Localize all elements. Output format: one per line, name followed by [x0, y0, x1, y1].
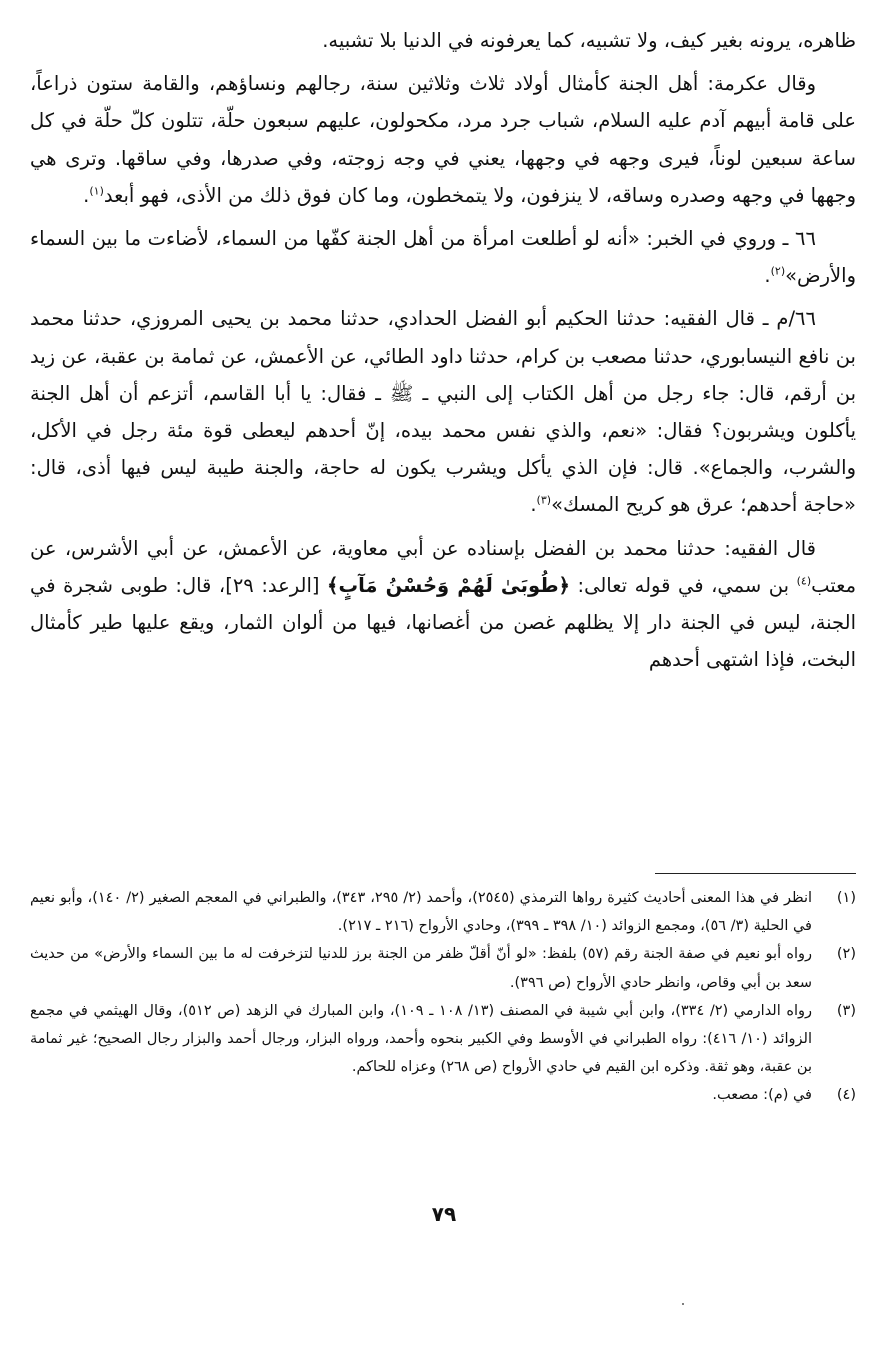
footnote-ref: (٢) [770, 264, 786, 278]
footnotes [30, 884, 856, 1110]
paragraph: ٦٦ ـ وروي في الخبر: «أنه لو أطلعت امرأة من أهل الجنة كفّها من السماء، لأضاءت ما بين السماء والأرض»$^{(٢)}$. [30, 227, 856, 288]
footnote [30, 940, 856, 996]
quran-verse: ﴿طُوبَىٰ لَهُمْ وَحُسْنُ مَآبٍ﴾ [327, 573, 570, 597]
paragraph: قال الفقيه: حدثنا محمد بن الفضل بإسناده عن أبي معاوية، عن الأعمش، عن أبي الأشرس، عن معتب$^{(٤)}$ بن سمي، في قوله تعالى: ﴿طُوبَىٰ لَهُمْ وَحُسْنُ مَآبٍ﴾ [الرعد: ٢٩]، قال: طوبى شجرة في الجنة، ليس في الجنة دار إلا يظلهم غصن من أغصانها، فيها من ألوان الثمار، ويقع عليها طير كأمثال البخت، فإذا اشتهى أحدهم [30, 536, 857, 672]
paragraph: ٦٦/م ـ قال الفقيه: حدثنا الحكيم أبو الفضل الحدادي، حدثنا محمد بن يحيى المروزي، حدثنا محمد بن نافع النيسابوري، حدثنا مصعب بن كرام، حدثنا داود الطائي، عن الأعمش، عن ثمامة بن عقبة، عن زيد بن أرقم، قال: جاء رجل من أهل الكتاب إلى النبي ـ ﷺ ـ فقال: يا أبا القاسم، أتزعم أن أهل الجنة يأكلون ويشربون؟ فقال: «نعم، والذي نفس محمد بيده، إنّ أحدهم ليعطى قوة مئة رجل في الأكل، والشرب، والجماع». قال: فإن الذي يأكل ويشرب يكون له حاجة، والجنة طيبة ليس فيها أذى، قال: «حاجة أحدهم؛ عرق هو كريح المسك»$^{(٣)}$. [30, 307, 856, 517]
footnote [30, 884, 856, 940]
paragraph: وقال عكرمة: أهل الجنة كأمثال أولاد ثلاث وثلاثين سنة، رجالهم ونساؤهم، والقامة ستون ذراعاً، على قامة أبيهم آدم عليه السلام، شباب جرد مرد، مكحولون، عليهم سبعون حلّة، تتلون كلّ حلّة في كل ساعة سبعين لوناً، فيرى وجهه في وجهها، يعني في وجه زوجته، وفي صدرها، وفي ساقها. وترى هي وجهها في وجهه وصدره وساقه، لا ينزفون، ولا يتمخطون، وما كان فوق ذلك من الأذى، فهو أبعد$^{(١)}$. [30, 72, 856, 207]
scan-speck [682, 1303, 684, 1305]
main-text [30, 22, 856, 678]
footnote-ref: (٤) [796, 574, 812, 588]
footnote [30, 997, 856, 1082]
footnote-number: (٢) [836, 946, 856, 963]
footnote-text: رواه الدارمي (٢/ ٣٣٤)، وابن أبي شيبة في المصنف (١٣/ ١٠٨ ـ ١٠٩)، وابن المبارك في الزهد (ص ٥١٢)، وقال الهيثمي في مجمع الزوائد (١٠/ ٤١٦): رواه الطبراني في الأوسط وفي الكبير بنحوه وأحمد، ورواه البزار، ورجال أحمد والبزار رجال الصحيح؛ غير ثمامة بن عقبة، وهو ثقة. وذكره ابن القيم في حادي الأرواح (ص ٢٦٨) وعزاه للحاكم. [30, 1002, 812, 1076]
footnote-text: انظر في هذا المعنى أحاديث كثيرة رواها الترمذي (٢٥٤٥)، وأحمد (٢/ ٢٩٥، ٣٤٣)، والطبراني في المعجم الصغير (٢/ ١٤٠)، وأبو نعيم في الحلية (٣/ ٥٦)، ومجمع الزوائد (١٠/ ٣٩٨ ـ ٣٩٩)، وحادي الأرواح (٢١٦ ـ ٢١٧). [30, 890, 813, 935]
paragraph: ظاهره، يرونه بغير كيف، ولا تشبيه، كما يعرفونه في الدنيا بلا تشبيه. [322, 29, 856, 52]
footnote-ref: (٣) [536, 493, 552, 507]
footnote-separator [655, 873, 856, 874]
page-number: ٧٩ [431, 1202, 457, 1226]
footnote-number: (١) [836, 890, 856, 906]
footnote-ref: (١) [89, 184, 104, 198]
footnote [30, 1081, 856, 1109]
footnote-number: (٤) [836, 1087, 856, 1104]
footnote-text: في (م): مصعب. [712, 1087, 812, 1104]
footnote-number: (٣) [836, 1002, 856, 1019]
footnote-text: رواه أبو نعيم في صفة الجنة رقم (٥٧) بلفظ: «لو أنّ أقلّ ظفر من الجنة برز للدنيا لتزخرفت له ما بين السماء والأرض» من حديث سعد بن أبي وقاص، وانظر حادي الأرواح (ص ٣٩٦). [30, 946, 813, 991]
